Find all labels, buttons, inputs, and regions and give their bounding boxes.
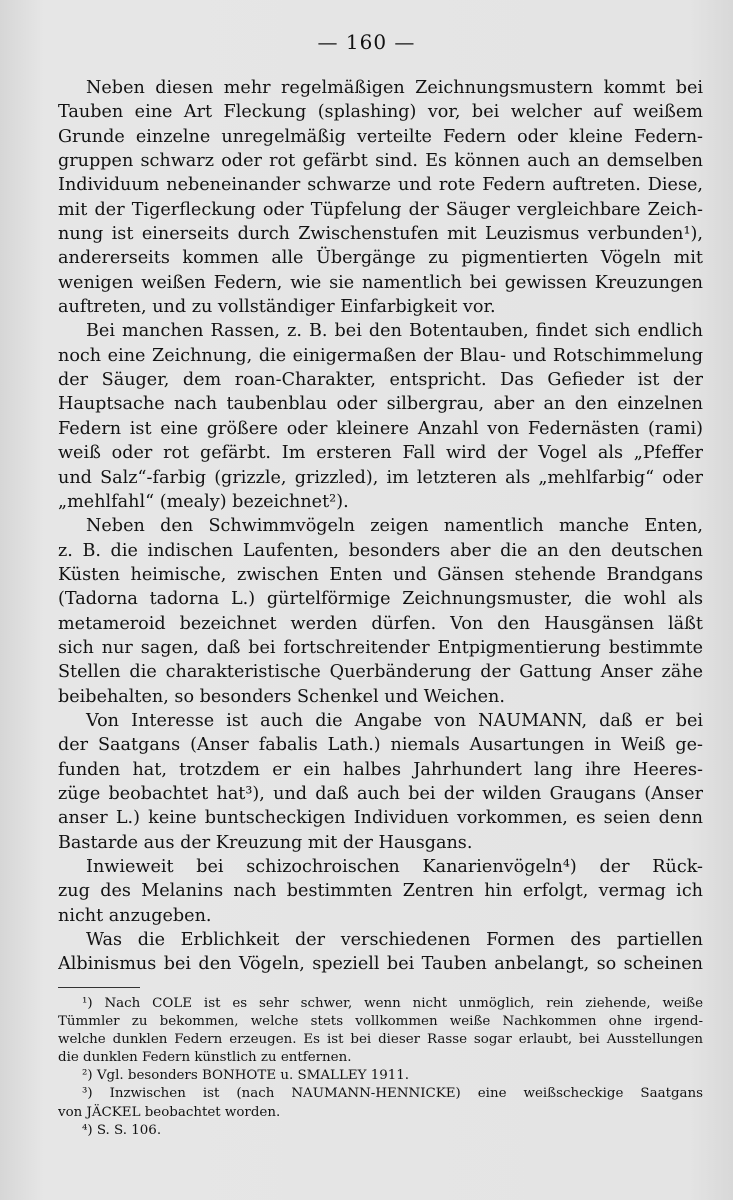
text-line: noch eine Zeichnung, die einigermaßen der Blau- und Rotschimmelung xyxy=(58,345,703,366)
text-line: der Saatgans (Anser fabalis Lath.) niemals Ausartungen in Weiß ge- xyxy=(58,735,703,756)
text-line: Albinismus bei den Vögeln, speziell bei Tauben anbelangt, so scheinen xyxy=(58,954,703,975)
paragraph xyxy=(58,319,703,514)
text-line: wenigen weißen Federn, wie sie namentlich bei gewissen Kreuzungen xyxy=(58,272,703,293)
text-line: Individuum nebeneinander schwarze und rote Federn auftreten. Diese, xyxy=(58,175,703,196)
text-line: gruppen schwarz oder rot gefärbt sind. Es können auch an demselben xyxy=(58,151,703,172)
footnotes xyxy=(58,995,703,1140)
text-line: Hauptsache nach taubenblau oder silbergrau, aber an den einzelnen xyxy=(58,394,703,415)
text-line: andererseits kommen alle Übergänge zu pigmentierten Vögeln mit xyxy=(58,248,703,269)
text-line: zug des Melanins nach bestimmten Zentren hin erfolgt, vermag ich xyxy=(58,881,703,902)
paragraph xyxy=(58,76,703,319)
footnote xyxy=(58,1067,703,1085)
text-line: anser L.) keine buntscheckigen Individuen vorkommen, es seien denn xyxy=(58,808,703,829)
text-line: Stellen die charakteristische Querbänderung der Gattung Anser zähe xyxy=(58,662,703,683)
text-line: weiß oder rot gefärbt. Im ersteren Fall wird der Vogel als „Pfeffer xyxy=(58,443,703,464)
text-line: der Säuger, dem roan-Charakter, entspricht. Das Gefieder ist der xyxy=(58,370,703,391)
text-line: Neben diesen mehr regelmäßigen Zeichnungsmustern kommt bei xyxy=(86,78,703,98)
body-text xyxy=(58,76,703,977)
text-line: Grunde einzelne unregelmäßig verteilte Federn oder kleine Federn- xyxy=(58,126,703,147)
text-line: Bei manchen Rassen, z. B. bei den Botentauben, findet sich endlich xyxy=(86,321,703,342)
paragraph xyxy=(58,514,703,709)
footnote-line: welche dunklen Federn erzeugen. Es ist bei dieser Rasse sogar erlaubt, bei Ausstellungen xyxy=(58,1032,703,1048)
paragraph xyxy=(58,928,703,977)
footnote xyxy=(58,1085,703,1121)
text-line: „mehlfahl“ (mealy) bezeichnet²). xyxy=(58,491,349,512)
text-line: Was die Erblichkeit der verschiedenen Formen des partiellen xyxy=(86,930,703,951)
text-line: metameroid bezeichnet werden dürfen. Von den Hausgänsen läßt xyxy=(58,613,703,634)
text-line: Federn ist eine größere oder kleinere Anzahl von Federnästen (rami) xyxy=(58,418,703,439)
footnote-line: Tümmler zu bekommen, welche stets vollkommen weiße Nachkommen ohne irgend- xyxy=(58,1014,703,1030)
paragraph xyxy=(58,709,703,855)
text-line: Inwieweit bei schizochroischen Kanarienvögeln⁴) der Rück- xyxy=(86,857,703,877)
footnote-line: ³) Inzwischen ist (nach NAUMANN-HENNICKE) eine weißscheckige Saatgans xyxy=(82,1086,703,1102)
footnote xyxy=(58,1122,703,1140)
text-line: z. B. die indischen Laufenten, besonders aber die an den deutschen xyxy=(58,540,703,561)
text-line: Tauben eine Art Fleckung (splashing) vor, bei welcher auf weißem xyxy=(58,102,703,123)
footnote-line: ²) Vgl. besonders BONHOTE u. SMALLEY 1911. xyxy=(82,1068,410,1084)
footnote-line: ⁴) S. S. 106. xyxy=(82,1122,162,1138)
text-line: sich nur sagen, daß bei fortschreitender Entpigmentierung bestimmte xyxy=(58,637,703,658)
footnote-line: ¹) Nach COLE ist es sehr schwer, wenn nicht unmöglich, rein ziehende, weiße xyxy=(82,996,703,1011)
text-line: beibehalten, so besonders Schenkel und Weichen. xyxy=(58,686,505,707)
footnote xyxy=(58,995,703,1067)
text-line: züge beobachtet hat³), und daß auch bei der wilden Graugans (Anser xyxy=(58,783,703,804)
page-number: — 160 — xyxy=(317,30,416,54)
text-line: Bastarde aus der Kreuzung mit der Hausgans. xyxy=(58,832,473,853)
text-line: nung ist einerseits durch Zwischenstufen mit Leuzismus verbunden¹), xyxy=(58,224,703,245)
footnote-line: von JÄCKEL beobachtet worden. xyxy=(58,1104,281,1120)
text-line: Von Interesse ist auch die Angabe von NAUMANN, daß er bei xyxy=(86,710,703,731)
text-line: auftreten, und zu vollständiger Einfarbigkeit vor. xyxy=(58,297,496,318)
text-line: nicht anzugeben. xyxy=(58,905,212,926)
text-line: funden hat, trotzdem er ein halbes Jahrhundert lang ihre Heeres- xyxy=(58,759,703,780)
text-line: mit der Tigerfleckung oder Tüpfelung der Säuger vergleichbare Zeich- xyxy=(58,199,703,220)
text-line: (Tadorna tadorna L.) gürtelförmige Zeichnungsmuster, die wohl als xyxy=(58,589,703,610)
text-line: und Salz“-farbig (grizzle, grizzled), im letzteren als „mehlfarbig“ oder xyxy=(58,467,703,488)
text-line: Küsten heimische, zwischen Enten und Gänsen stehende Brandgans xyxy=(58,564,703,585)
footnote-divider xyxy=(58,987,140,988)
paragraph xyxy=(58,855,703,928)
footnote-line: die dunklen Federn künstlich zu entfernen. xyxy=(58,1050,352,1066)
text-line: Neben den Schwimmvögeln zeigen namentlich manche Enten, xyxy=(86,516,703,537)
